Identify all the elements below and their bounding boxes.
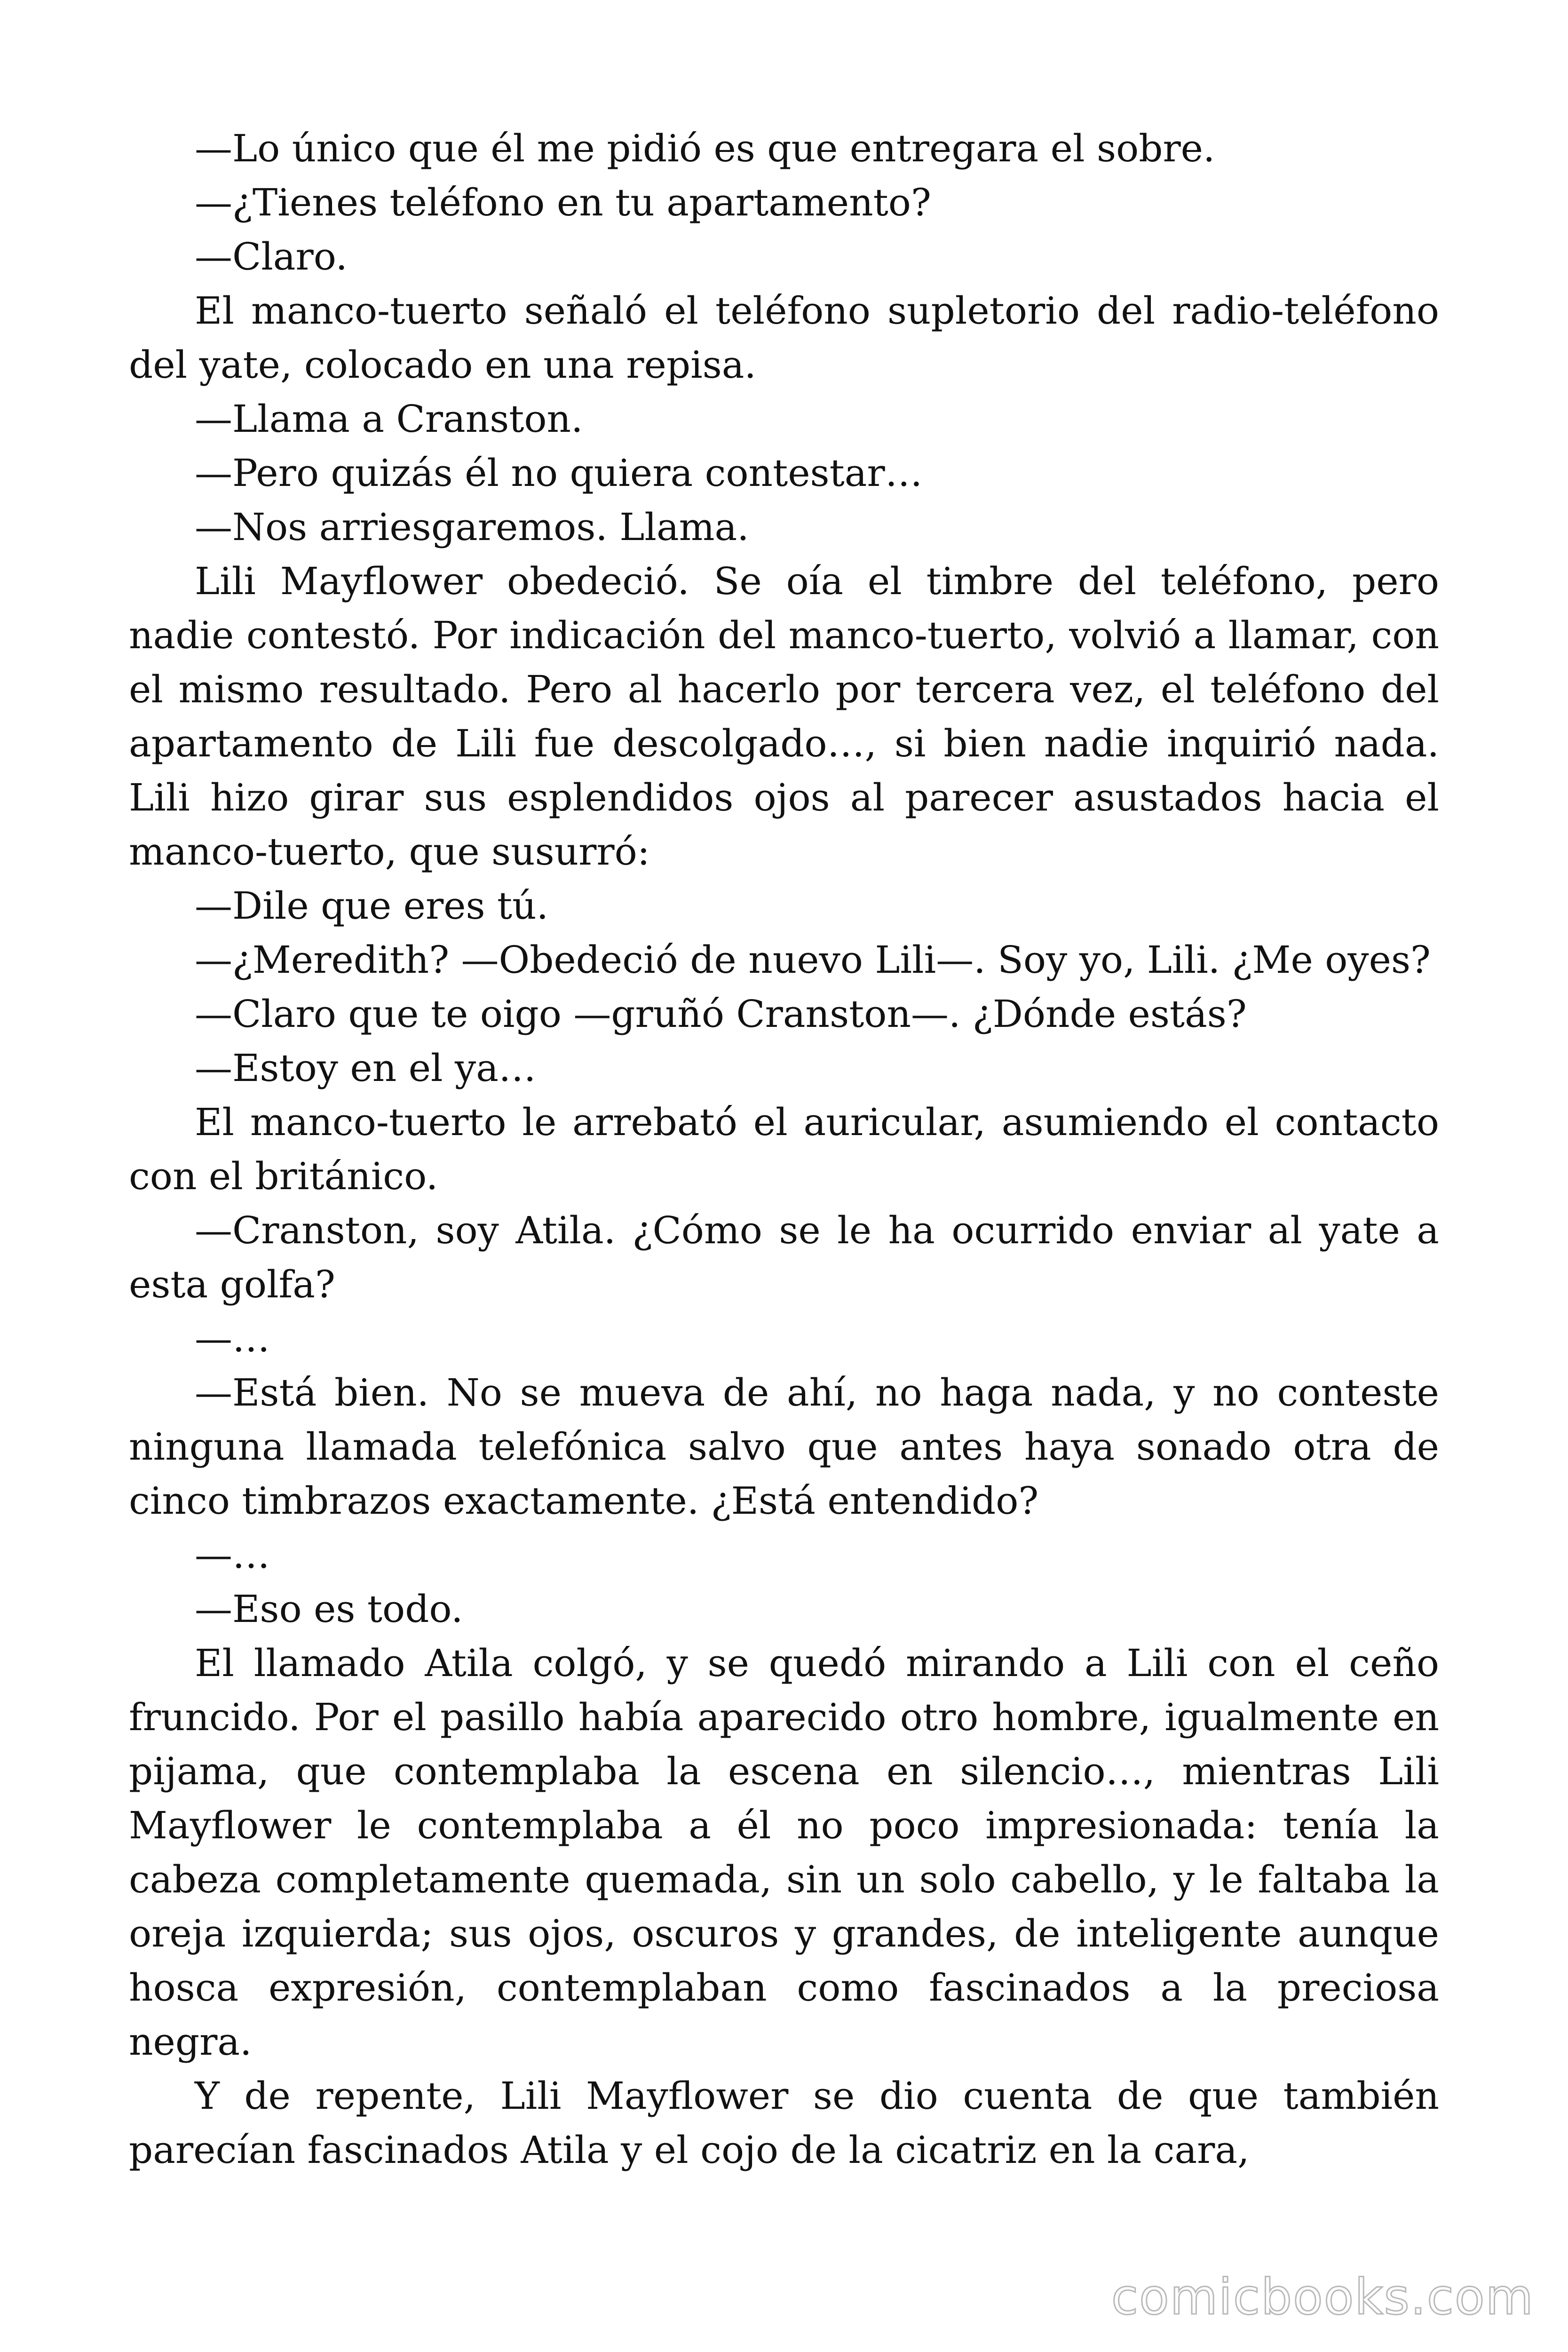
- paragraph: —Lo único que él me pidió es que entregara el sobre.: [195, 127, 1215, 170]
- paragraph: El llamado Atila colgó, y se quedó mirando a Lili con el ceño fruncido. Por el pasillo había aparecido otro hombre, igualmente en pijama, que contemplaba la escena en silencio…, mientras Lili Mayflower le contemplaba a él no poco impresionada: tenía la cabeza completamente quemada, sin un solo cabello, y le faltaba la oreja izquierda; sus ojos, oscuros y grandes, de inteligente aunque hosca expresión, contemplaban como fascinados a la preciosa negra.: [129, 1641, 1439, 2064]
- paragraph: Y de repente, Lili Mayflower se dio cuenta de que también parecían fascinados Atila y el cojo de la cicatriz en la cara,: [129, 2074, 1439, 2172]
- paragraph: —Nos arriesgaremos. Llama.: [195, 505, 749, 549]
- paragraph: —Claro que te oigo —gruñó Cranston—. ¿Dónde estás?: [195, 992, 1247, 1036]
- paragraph: Lili Mayflower obedeció. Se oía el timbre del teléfono, pero nadie contestó. Por indicación del manco-tuerto, volvió a llamar, con el mismo resultado. Pero al hacerlo por tercera vez, el teléfono del apartamento de Lili fue descolgado…, si bien nadie inquirió nada. Lili hizo girar sus esplendidos ojos al parecer asustados hacia el manco-tuerto, que susurró:: [129, 559, 1439, 874]
- paragraph: —Dile que eres tú.: [195, 884, 549, 928]
- paragraph: —Llama a Cranston.: [195, 397, 583, 441]
- paragraph: —¿Tienes teléfono en tu apartamento?: [195, 181, 931, 224]
- paragraph: El manco-tuerto señaló el teléfono supletorio del radio-teléfono del yate, colocado en una repisa.: [129, 289, 1439, 387]
- paragraph: —…: [195, 1533, 270, 1577]
- watermark: comicbooks.com: [1111, 2268, 1534, 2326]
- book-page-body: [129, 121, 1439, 2177]
- paragraph: —…: [195, 1317, 270, 1360]
- paragraph: —Pero quizás él no quiera contestar…: [195, 451, 923, 495]
- paragraph: —Cranston, soy Atila. ¿Cómo se le ha ocurrido enviar al yate a esta golfa?: [129, 1208, 1439, 1306]
- paragraph: El manco-tuerto le arrebató el auricular, asumiendo el contacto con el británico.: [129, 1100, 1439, 1198]
- paragraph: —Claro.: [195, 235, 348, 278]
- paragraph: —Está bien. No se mueva de ahí, no haga nada, y no conteste ninguna llamada telefónica salvo que antes haya sonado otra de cinco timbrazos exactamente. ¿Está entendido?: [129, 1371, 1439, 1523]
- paragraph: —Eso es todo.: [195, 1587, 463, 1631]
- paragraph: —Estoy en el ya…: [195, 1046, 536, 1090]
- paragraph: —¿Meredith? —Obedeció de nuevo Lili—. Soy yo, Lili. ¿Me oyes?: [195, 938, 1431, 982]
